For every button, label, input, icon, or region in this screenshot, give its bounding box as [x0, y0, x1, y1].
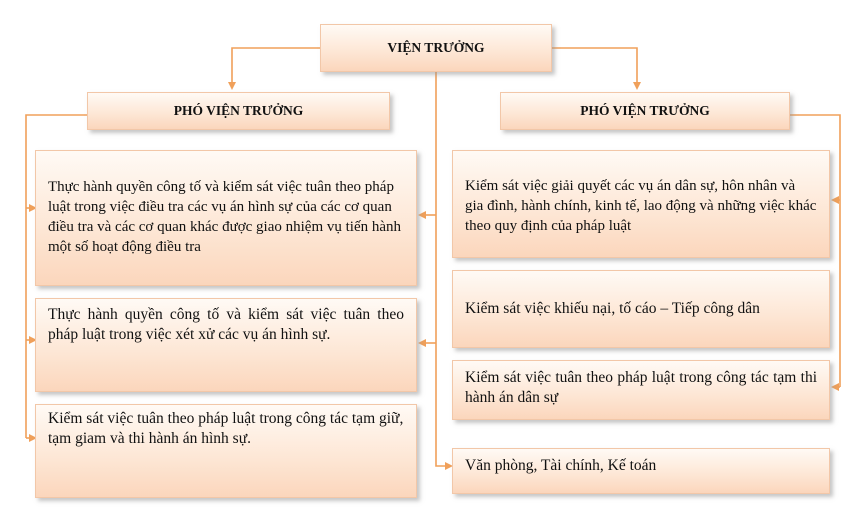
right-item-3	[452, 360, 830, 420]
right-item-1-text: Kiểm sát việc giải quyết các vụ án dân sự, hôn nhân và gia đình, hành chính, kinh tế, lao động và những việc khác theo quy định của pháp luật	[465, 178, 817, 234]
left-item-1	[35, 150, 417, 286]
pho-vien-truong-left-title: PHÓ VIỆN TRƯỞNG	[173, 103, 304, 118]
right-item-1	[452, 150, 830, 258]
connector-top-right	[552, 48, 637, 88]
right-item-3-text: Kiểm sát việc tuân theo pháp luật trong công tác tạm thi hành án dân sự	[465, 369, 817, 406]
left-item-3	[35, 404, 417, 498]
center-item-text: Văn phòng, Tài chính, Kế toán	[465, 457, 657, 474]
pho-vien-truong-right-title: PHÓ VIỆN TRƯỞNG	[580, 103, 710, 118]
right-item-2	[452, 270, 830, 348]
center-item	[452, 448, 830, 494]
vien-truong-title: VIỆN TRƯỞNG	[387, 40, 485, 55]
pho-vien-truong-right-box	[500, 92, 790, 130]
left-item-2-text: Thực hành quyền công tố và kiểm sát việc tuân theo pháp luật trong việc xét xử các vụ án hình sự.	[48, 306, 404, 343]
connector-center	[436, 72, 451, 466]
connector-top-left	[232, 48, 322, 88]
vien-truong-box	[320, 24, 552, 72]
pho-vien-truong-left-box	[87, 92, 390, 130]
right-item-2-text: Kiểm sát việc khiếu nại, tố cáo – Tiếp công dân	[465, 300, 760, 317]
left-item-2	[35, 298, 417, 392]
left-item-3-text: Kiểm sát việc tuân theo pháp luật trong công tác tạm giữ, tạm giam và thi hành án hình sự.	[48, 410, 404, 447]
left-item-1-text: Thực hành quyền công tố và kiểm sát việc tuân theo pháp luật trong việc điều tra các vụ án hình sự của các cơ quan điều tra và các cơ quan khác được giao nhiệm vụ tiến hành một số hoạt động điều tra	[48, 179, 402, 255]
